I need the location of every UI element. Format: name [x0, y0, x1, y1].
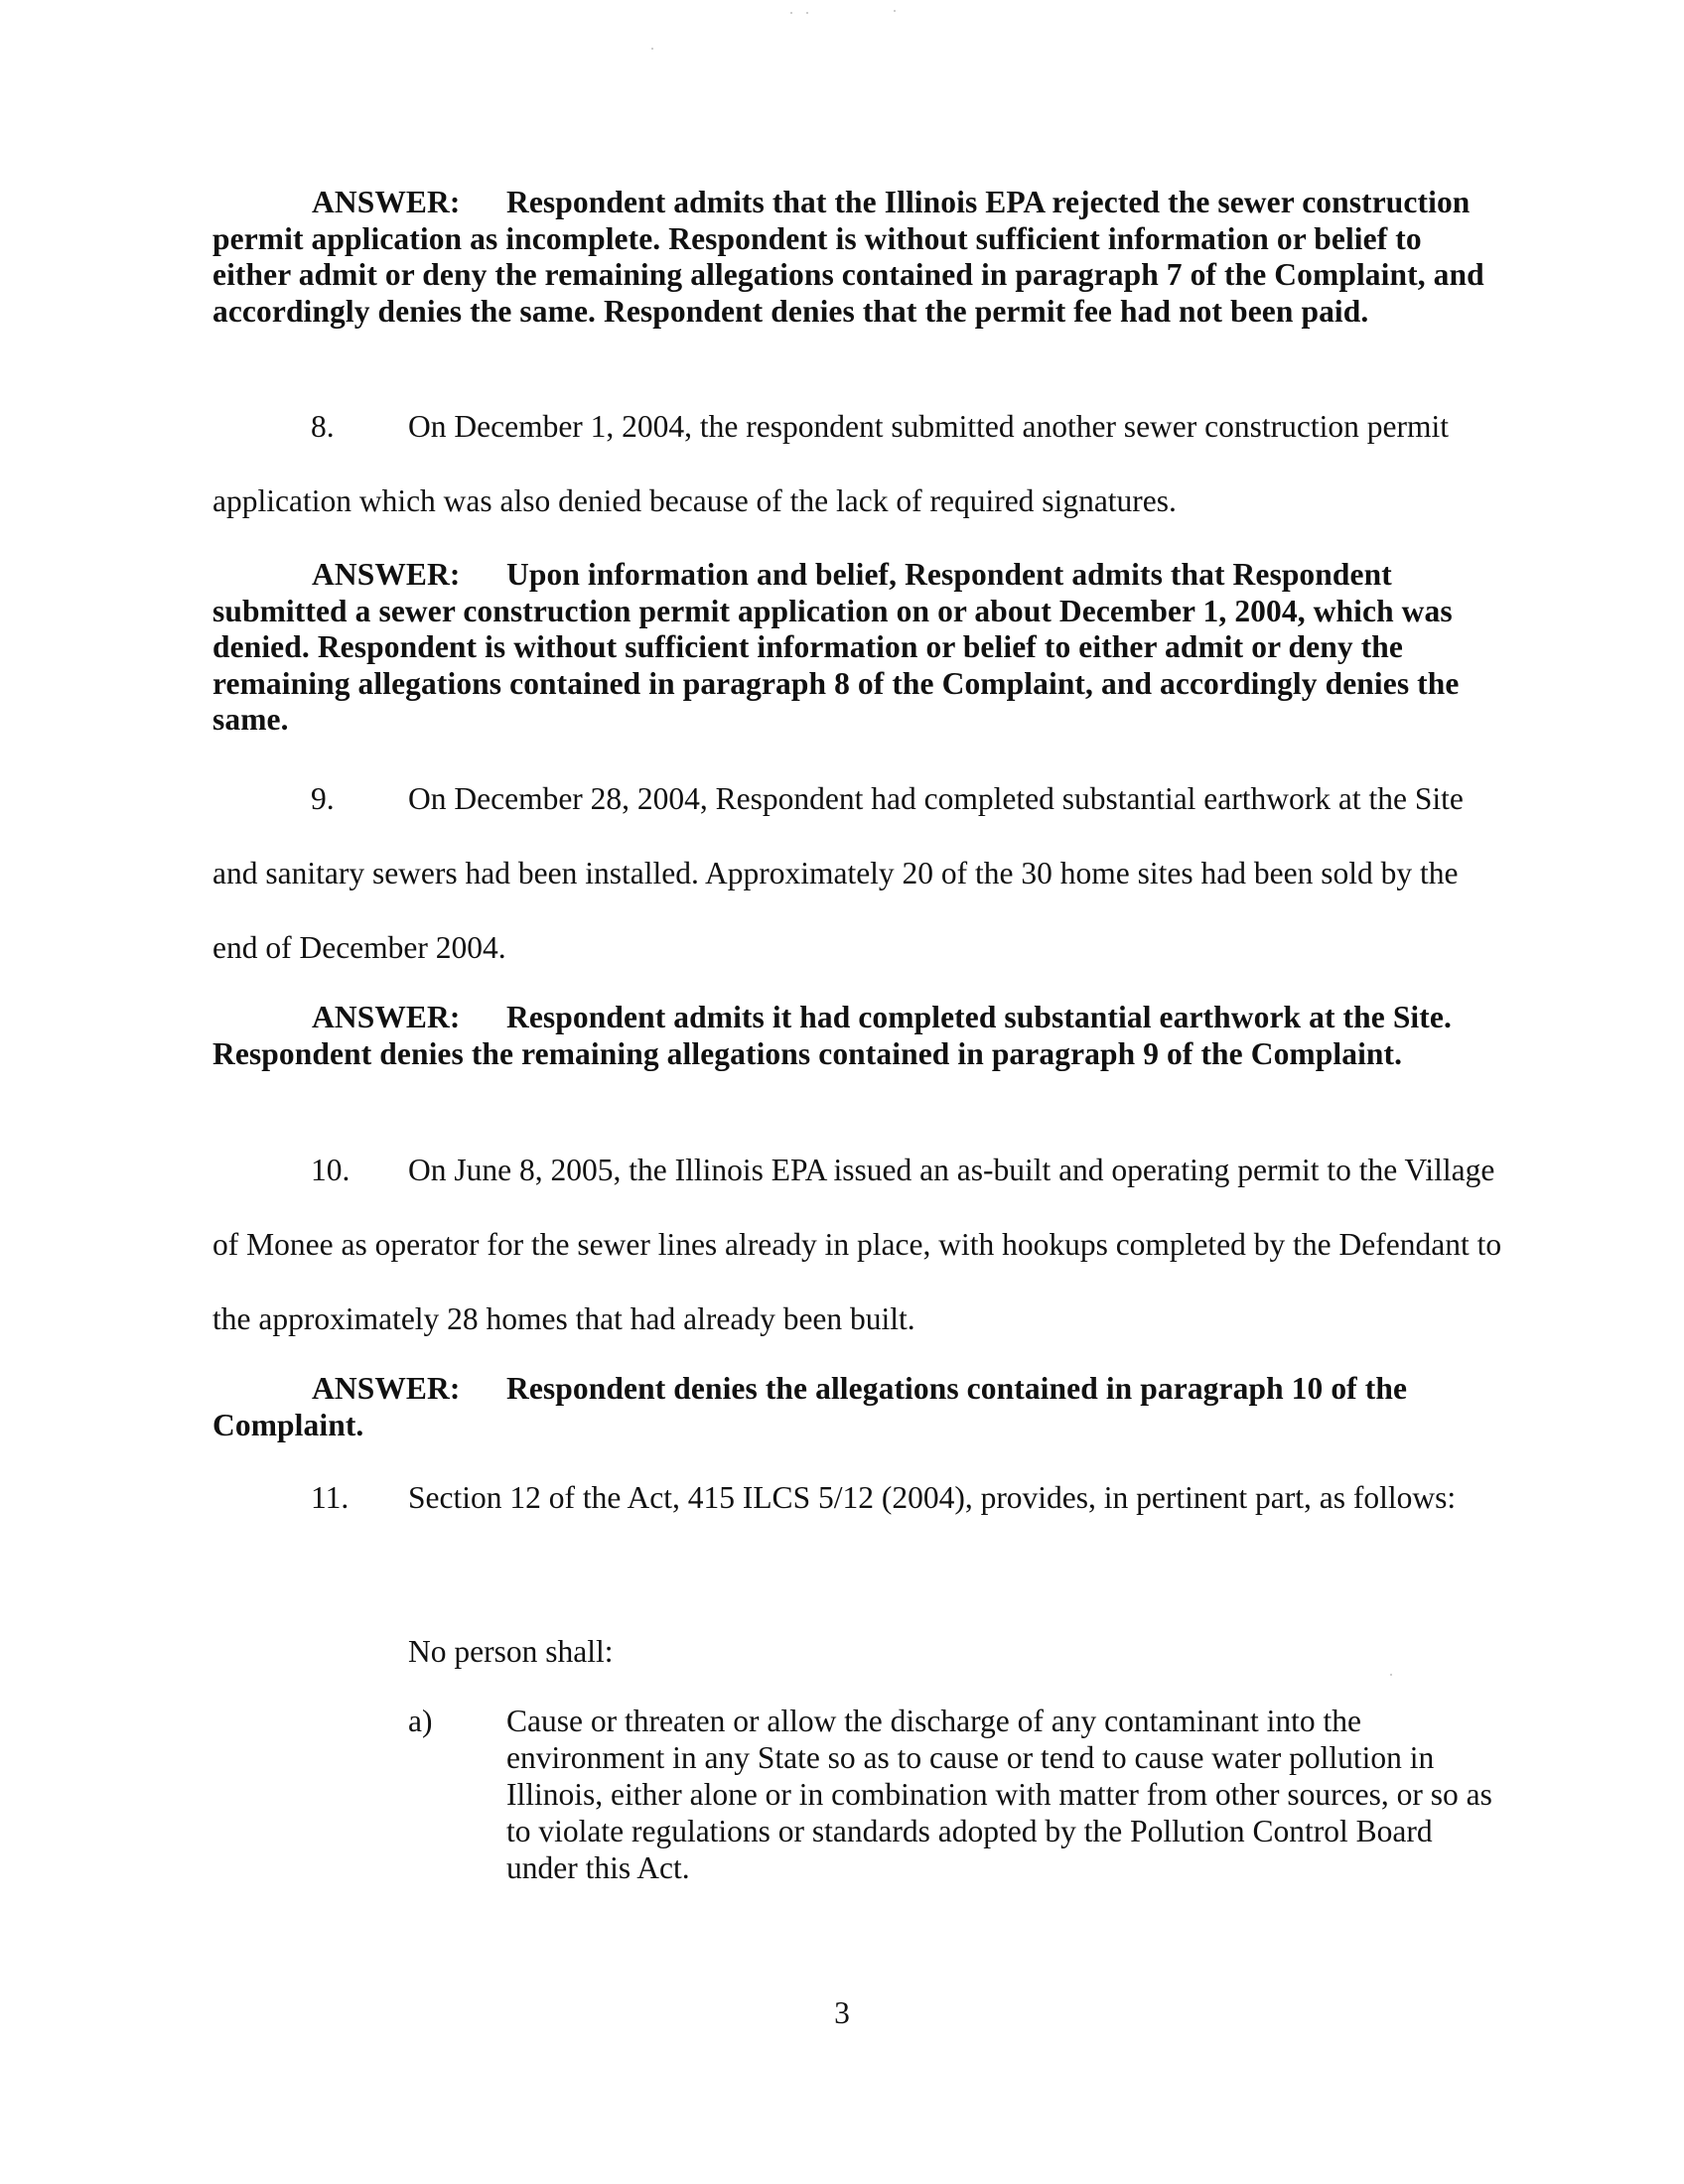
scan-speck — [806, 12, 808, 14]
statute-item-letter: a) — [408, 1704, 433, 1738]
page-number: 3 — [834, 1995, 850, 2030]
answer-paragraph-8 — [212, 557, 1493, 739]
answer-label: ANSWER: — [312, 1000, 461, 1034]
answer-paragraph-9 — [212, 1000, 1493, 1072]
scan-speck — [651, 48, 653, 50]
answer-label: ANSWER: — [312, 557, 461, 592]
scan-speck — [894, 10, 896, 12]
statute-intro: No person shall: — [408, 1634, 614, 1669]
allegation-paragraph-11 — [212, 1460, 1503, 1535]
answer-label: ANSWER: — [312, 1371, 461, 1406]
paragraph-text: On December 28, 2004, Respondent had completed substantial earthwork at the Site and sanitary sewers had been installed. Approximately 20 of the 30 home sites had been sold by the end of December 2004. — [212, 781, 1464, 965]
answer-label: ANSWER: — [312, 185, 461, 219]
scan-speck — [1390, 1674, 1392, 1676]
paragraph-text: On December 1, 2004, the respondent submitted another sewer construction permit application which was also denied because of the lack of required signatures. — [212, 409, 1449, 518]
scan-speck — [790, 12, 792, 14]
paragraph-number: 8. — [311, 409, 335, 444]
answer-text: Respondent admits that the Illinois EPA rejected the sewer construction permit application as incomplete. Respondent is without sufficient information or belief to either admit or deny the remaining allegations contained in paragraph 7 of the Complaint, and accordingly denies the same. Respondent denies that the permit fee had not been paid. — [212, 185, 1484, 329]
statute-item-a — [408, 1703, 1500, 1886]
answer-paragraph-7 — [212, 185, 1493, 330]
answer-text: Respondent denies the allegations contained in paragraph 10 of the Complaint. — [212, 1371, 1408, 1442]
statute-item-text: Cause or threaten or allow the discharge of any contaminant into the environment in any State so as to cause or tend to cause water pollution in Illinois, either alone or in combination with matter from other sources, or so as to violate regulations or standards adopted by the Pollution Control Board under this Act. — [506, 1704, 1492, 1885]
allegation-paragraph-9 — [212, 761, 1503, 985]
allegation-paragraph-8 — [212, 389, 1503, 538]
answer-text: Respondent admits it had completed substantial earthwork at the Site. Respondent denies the remaining allegations contained in paragraph 9 of the Complaint. — [212, 1000, 1452, 1071]
paragraph-number: 9. — [311, 781, 335, 816]
answer-paragraph-10 — [212, 1371, 1493, 1443]
answer-text: Upon information and belief, Respondent admits that Respondent submitted a sewer construction permit application on or about December 1, 2004, which was denied. Respondent is without sufficient information or belief to either admit or deny the remaining allegations contained in paragraph 8 of the Complaint, and accordingly denies the same. — [212, 557, 1460, 737]
paragraph-text: Section 12 of the Act, 415 ILCS 5/12 (2004), provides, in pertinent part, as follows: — [408, 1480, 1457, 1515]
paragraph-number: 11. — [311, 1480, 350, 1515]
paragraph-text: On June 8, 2005, the Illinois EPA issued an as-built and operating permit to the Village of Monee as operator for the sewer lines already in place, with hookups completed by the Defendant to the approximately 28 homes that had already been built. — [212, 1153, 1502, 1336]
allegation-paragraph-10 — [212, 1133, 1503, 1356]
paragraph-number: 10. — [311, 1153, 351, 1187]
